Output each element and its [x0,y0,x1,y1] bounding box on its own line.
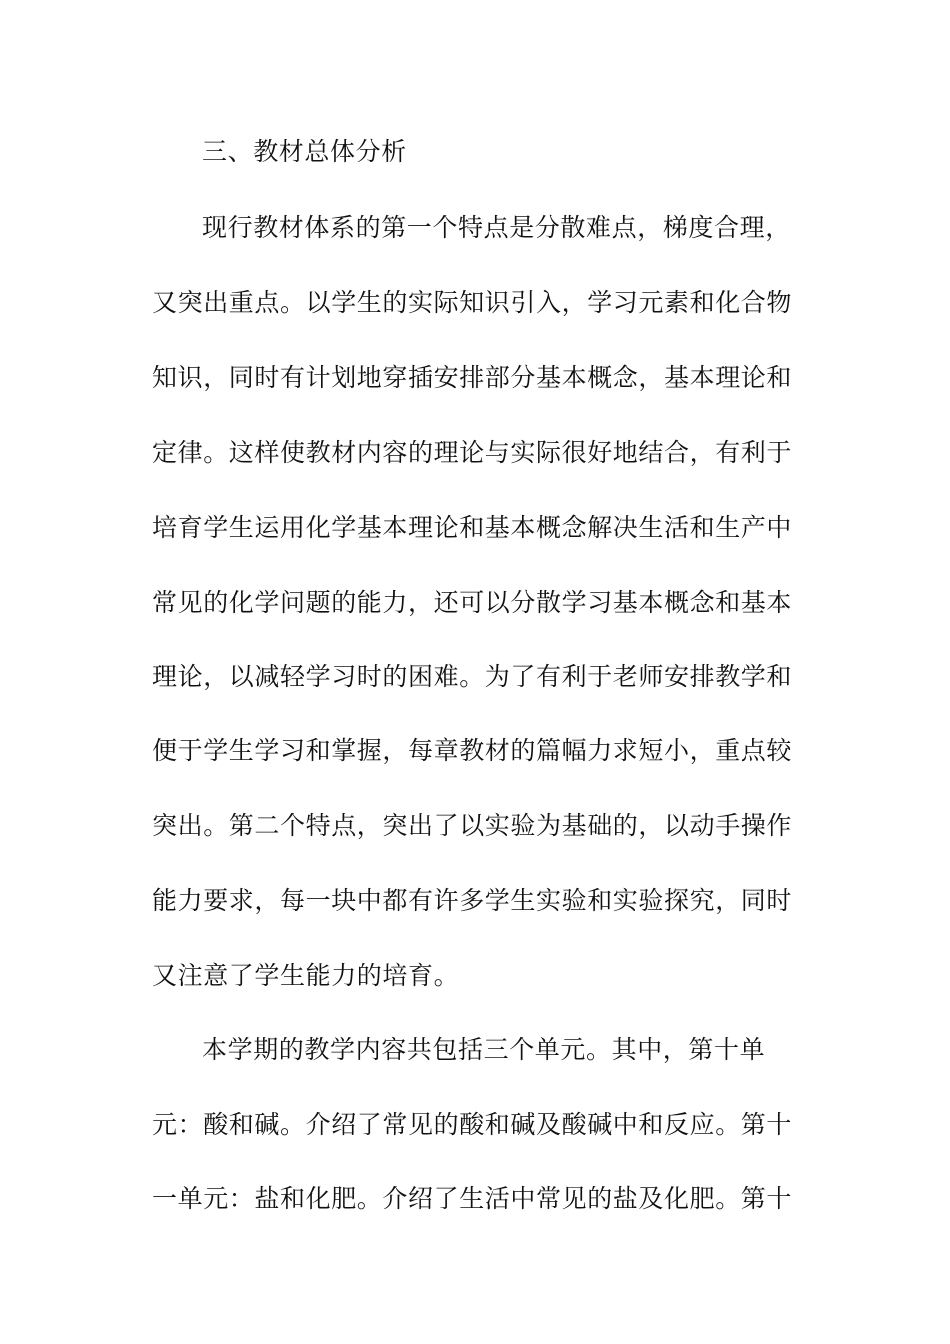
paragraph-line: 知识，同时有计划地穿插安排部分基本概念，基本理论和 [152,363,793,392]
paragraph-line: 能力要求，每一块中都有许多学生实验和实验探究，同时 [152,886,793,915]
paragraph-line: 突出。第二个特点，突出了以实验为基础的，以动手操作 [152,811,793,840]
paragraph-line: 现行教材体系的第一个特点是分散难点，梯度合理， [202,213,791,242]
paragraph-line: 定律。这样使教材内容的理论与实际很好地结合，有利于 [152,438,793,467]
paragraph-line: 理论，以减轻学习时的困难。为了有利于老师安排教学和 [152,662,793,691]
paragraph-line: 本学期的教学内容共包括三个单元。其中，第十单 [202,1035,766,1064]
paragraph-line: 培育学生运用化学基本理论和基本概念解决生活和生产中 [152,513,793,542]
paragraph-line: 又注意了学生能力的培育。 [152,961,460,990]
paragraph-line: 常见的化学问题的能力，还可以分散学习基本概念和基本 [152,588,793,617]
section-heading: 三、教材总体分析 [202,137,407,166]
paragraph-line: 又突出重点。以学生的实际知识引入，学习元素和化合物 [152,288,793,317]
paragraph-line: 便于学生学习和掌握，每章教材的篇幅力求短小，重点较 [152,736,793,765]
paragraph-line: 元：酸和碱。介绍了常见的酸和碱及酸碱中和反应。第十 [152,1110,793,1139]
paragraph-line: 一单元：盐和化肥。介绍了生活中常见的盐及化肥。第十 [152,1184,793,1213]
